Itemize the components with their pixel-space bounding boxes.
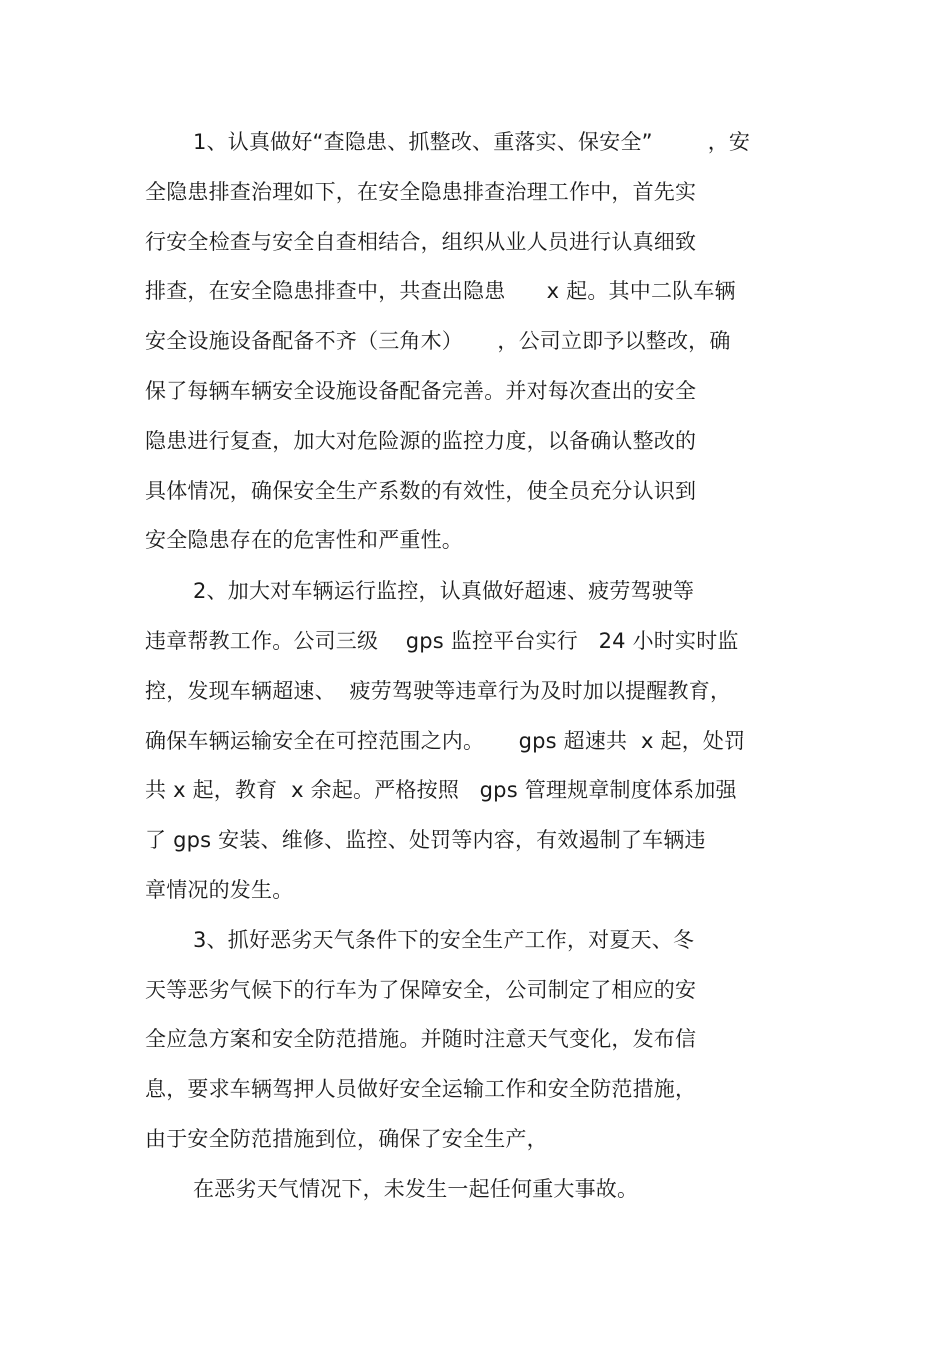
text-line: 了 gps 安装、维修、监控、处罚等内容，有效遏制了车辆违 bbox=[145, 828, 706, 852]
text-line: 全应急方案和安全防范措施。并随时注意天气变化，发布信 bbox=[145, 1027, 697, 1051]
text-line: 确保车辆运输安全在可控范围之内。 gps 超速共 x 起，处罚 bbox=[145, 729, 746, 753]
text-line: 3、抓好恶劣天气条件下的安全生产工作，对夏天、冬 bbox=[193, 928, 695, 952]
text-line: 行安全检查与安全自查相结合，组织从业人员进行认真细致 bbox=[145, 230, 697, 254]
text-line: 共 x 起，教育 x 余起。严格按照 gps 管理规章制度体系加强 bbox=[145, 778, 737, 802]
text-line: 排查，在安全隐患排查中，共查出隐患 x 起。其中二队车辆 bbox=[145, 279, 736, 303]
text-line: 具体情况，确保安全生产系数的有效性，使全员充分认识到 bbox=[145, 479, 697, 503]
text-line: 由于安全防范措施到位，确保了安全生产， bbox=[145, 1127, 548, 1151]
text-line: 违章帮教工作。公司三级 gps 监控平台实行 24 小时实时监 bbox=[145, 629, 739, 653]
text-line: 2、加大对车辆运行监控，认真做好超速、疲劳驾驶等 bbox=[193, 579, 695, 603]
text-line: 控，发现车辆超速、 疲劳驾驶等违章行为及时加以提醒教育， bbox=[145, 679, 732, 703]
text-line: 保了每辆车辆安全设施设备配备完善。并对每次查出的安全 bbox=[145, 379, 697, 403]
text-line: 章情况的发生。 bbox=[145, 878, 294, 902]
text-line: 全隐患排查治理如下，在安全隐患排查治理工作中，首先实 bbox=[145, 180, 697, 204]
text-line: 安全隐患存在的危害性和严重性。 bbox=[145, 528, 463, 552]
text-line: 在恶劣天气情况下，未发生一起任何重大事故。 bbox=[193, 1177, 639, 1201]
text-line: 息，要求车辆驾押人员做好安全运输工作和安全防范措施， bbox=[145, 1077, 697, 1101]
text-line: 安全设施设备配备不齐（三角木） ，公司立即予以整改，确 bbox=[145, 329, 731, 353]
text-line: 天等恶劣气候下的行车为了保障安全，公司制定了相应的安 bbox=[145, 978, 697, 1002]
text-line: 隐患进行复查，加大对危险源的监控力度，以备确认整改的 bbox=[145, 429, 697, 453]
text-line: 1、认真做好“查隐患、抓整改、重落实、保安全” ，安 bbox=[193, 130, 751, 154]
